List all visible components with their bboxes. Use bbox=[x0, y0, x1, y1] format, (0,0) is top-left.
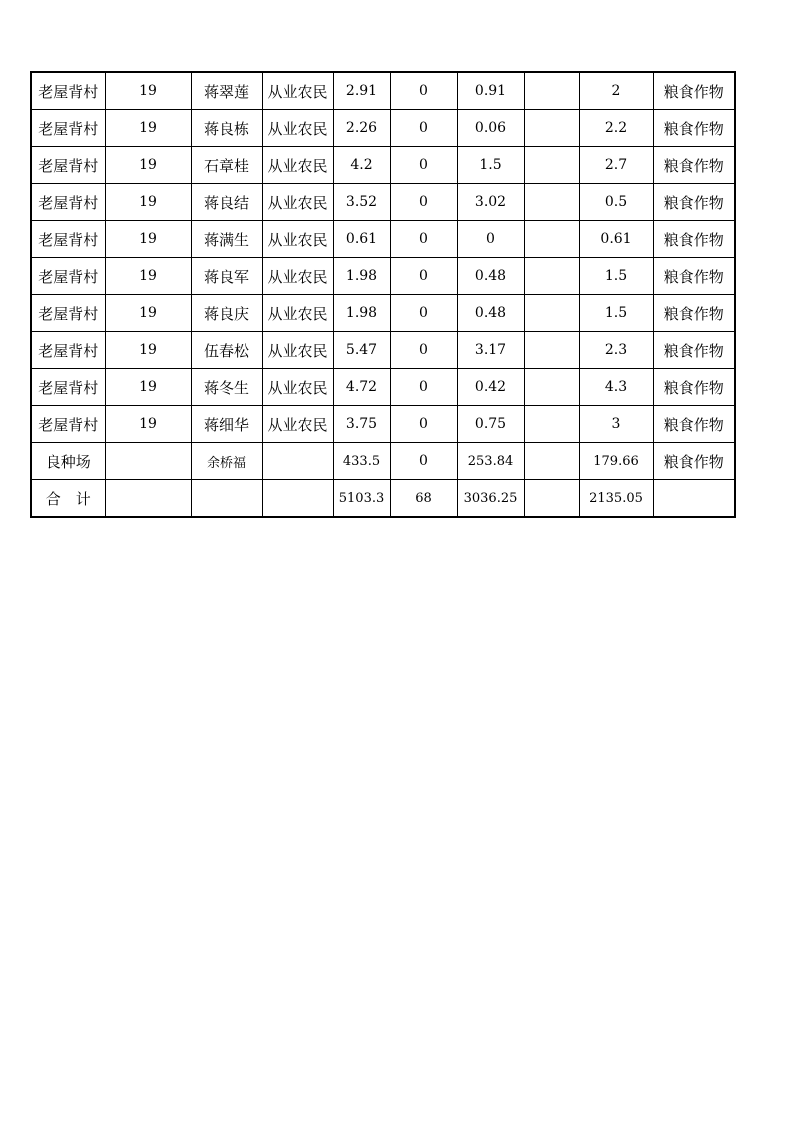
value1-cell: 4.2 bbox=[333, 147, 390, 184]
group-cell: 19 bbox=[105, 258, 191, 295]
value2-cell: 0 bbox=[390, 295, 457, 332]
value1-cell: 3.75 bbox=[333, 406, 390, 443]
value5-cell: 2 bbox=[579, 72, 653, 110]
occupation-cell: 从业农民 bbox=[262, 295, 333, 332]
value3-cell: 253.84 bbox=[457, 443, 524, 480]
village-cell: 老屋背村 bbox=[31, 110, 105, 147]
village-cell: 老屋背村 bbox=[31, 72, 105, 110]
occupation-cell: 从业农民 bbox=[262, 72, 333, 110]
value4-cell bbox=[524, 443, 579, 480]
value5-cell: 179.66 bbox=[579, 443, 653, 480]
occupation-cell: 从业农民 bbox=[262, 221, 333, 258]
group-cell: 19 bbox=[105, 295, 191, 332]
crop-cell: 粮食作物 bbox=[653, 147, 735, 184]
value1-cell: 3.52 bbox=[333, 184, 390, 221]
group-cell: 19 bbox=[105, 221, 191, 258]
total-crop-cell bbox=[653, 480, 735, 518]
crop-cell: 粮食作物 bbox=[653, 369, 735, 406]
value2-cell: 0 bbox=[390, 258, 457, 295]
value2-cell: 0 bbox=[390, 221, 457, 258]
occupation-cell: 从业农民 bbox=[262, 369, 333, 406]
value3-cell: 0.42 bbox=[457, 369, 524, 406]
table-row bbox=[31, 221, 735, 258]
name-cell: 蒋满生 bbox=[191, 221, 262, 258]
seed-farm-row bbox=[31, 443, 735, 480]
value4-cell bbox=[524, 406, 579, 443]
empty-cell bbox=[191, 480, 262, 518]
value4-cell bbox=[524, 147, 579, 184]
group-cell bbox=[105, 443, 191, 480]
village-cell: 老屋背村 bbox=[31, 221, 105, 258]
occupation-cell: 从业农民 bbox=[262, 147, 333, 184]
village-cell: 老屋背村 bbox=[31, 332, 105, 369]
value1-cell: 433.5 bbox=[333, 443, 390, 480]
value3-cell: 0.06 bbox=[457, 110, 524, 147]
name-cell: 蒋冬生 bbox=[191, 369, 262, 406]
value2-cell: 0 bbox=[390, 184, 457, 221]
value4-cell bbox=[524, 295, 579, 332]
value1-cell: 2.91 bbox=[333, 72, 390, 110]
table-row bbox=[31, 72, 735, 110]
value2-cell: 0 bbox=[390, 110, 457, 147]
occupation-cell: 从业农民 bbox=[262, 110, 333, 147]
value5-cell: 3 bbox=[579, 406, 653, 443]
village-cell: 老屋背村 bbox=[31, 406, 105, 443]
crop-cell: 粮食作物 bbox=[653, 72, 735, 110]
empty-cell bbox=[105, 480, 191, 518]
value4-cell bbox=[524, 184, 579, 221]
value4-cell bbox=[524, 221, 579, 258]
empty-cell bbox=[262, 480, 333, 518]
name-cell: 伍春松 bbox=[191, 332, 262, 369]
occupation-cell: 从业农民 bbox=[262, 406, 333, 443]
value1-cell: 4.72 bbox=[333, 369, 390, 406]
table-row bbox=[31, 147, 735, 184]
occupation-cell: 从业农民 bbox=[262, 258, 333, 295]
value3-cell: 1.5 bbox=[457, 147, 524, 184]
value2-cell: 0 bbox=[390, 72, 457, 110]
group-cell: 19 bbox=[105, 406, 191, 443]
value3-cell: 0.48 bbox=[457, 258, 524, 295]
crop-cell: 粮食作物 bbox=[653, 332, 735, 369]
crop-cell: 粮食作物 bbox=[653, 295, 735, 332]
name-cell: 蒋良栋 bbox=[191, 110, 262, 147]
value5-cell: 2.7 bbox=[579, 147, 653, 184]
value4-cell bbox=[524, 72, 579, 110]
value5-cell: 1.5 bbox=[579, 258, 653, 295]
name-cell: 石章桂 bbox=[191, 147, 262, 184]
village-cell: 老屋背村 bbox=[31, 147, 105, 184]
table-row bbox=[31, 110, 735, 147]
value3-cell: 0.75 bbox=[457, 406, 524, 443]
village-cell: 老屋背村 bbox=[31, 258, 105, 295]
name-cell: 蒋细华 bbox=[191, 406, 262, 443]
village-cell: 老屋背村 bbox=[31, 295, 105, 332]
village-cell: 老屋背村 bbox=[31, 184, 105, 221]
value5-cell: 0.61 bbox=[579, 221, 653, 258]
value1-cell: 1.98 bbox=[333, 295, 390, 332]
crop-cell: 粮食作物 bbox=[653, 443, 735, 480]
total-value2-cell: 68 bbox=[390, 480, 457, 518]
group-cell: 19 bbox=[105, 184, 191, 221]
name-cell: 蒋翠莲 bbox=[191, 72, 262, 110]
crop-cell: 粮食作物 bbox=[653, 110, 735, 147]
value3-cell: 3.17 bbox=[457, 332, 524, 369]
table-row bbox=[31, 295, 735, 332]
group-cell: 19 bbox=[105, 147, 191, 184]
table-row bbox=[31, 258, 735, 295]
value2-cell: 0 bbox=[390, 369, 457, 406]
crop-cell: 粮食作物 bbox=[653, 406, 735, 443]
crop-cell: 粮食作物 bbox=[653, 184, 735, 221]
value3-cell: 3.02 bbox=[457, 184, 524, 221]
value2-cell: 0 bbox=[390, 147, 457, 184]
group-cell: 19 bbox=[105, 369, 191, 406]
value5-cell: 4.3 bbox=[579, 369, 653, 406]
table-row bbox=[31, 332, 735, 369]
crop-ledger-table bbox=[30, 71, 736, 518]
value4-cell bbox=[524, 110, 579, 147]
group-cell: 19 bbox=[105, 72, 191, 110]
total-value5-cell: 2135.05 bbox=[579, 480, 653, 518]
name-cell: 蒋良军 bbox=[191, 258, 262, 295]
value1-cell: 1.98 bbox=[333, 258, 390, 295]
value5-cell: 2.3 bbox=[579, 332, 653, 369]
value4-cell bbox=[524, 369, 579, 406]
value5-cell: 0.5 bbox=[579, 184, 653, 221]
name-cell: 蒋良庆 bbox=[191, 295, 262, 332]
value5-cell: 2.2 bbox=[579, 110, 653, 147]
total-value4-cell bbox=[524, 480, 579, 518]
value2-cell: 0 bbox=[390, 332, 457, 369]
crop-cell: 粮食作物 bbox=[653, 258, 735, 295]
total-value1-cell: 5103.3 bbox=[333, 480, 390, 518]
name-cell: 蒋良结 bbox=[191, 184, 262, 221]
total-row bbox=[31, 480, 735, 518]
group-cell: 19 bbox=[105, 110, 191, 147]
table-row bbox=[31, 184, 735, 221]
village-cell: 良种场 bbox=[31, 443, 105, 480]
village-cell: 老屋背村 bbox=[31, 369, 105, 406]
table-row bbox=[31, 369, 735, 406]
value1-cell: 5.47 bbox=[333, 332, 390, 369]
occupation-cell: 从业农民 bbox=[262, 184, 333, 221]
name-cell: 余桥福 bbox=[191, 443, 262, 480]
value1-cell: 2.26 bbox=[333, 110, 390, 147]
ledger-body bbox=[31, 72, 735, 517]
value3-cell: 0 bbox=[457, 221, 524, 258]
total-label-cell: 合 计 bbox=[31, 480, 105, 518]
value1-cell: 0.61 bbox=[333, 221, 390, 258]
value2-cell: 0 bbox=[390, 443, 457, 480]
total-value3-cell: 3036.25 bbox=[457, 480, 524, 518]
group-cell: 19 bbox=[105, 332, 191, 369]
value5-cell: 1.5 bbox=[579, 295, 653, 332]
crop-cell: 粮食作物 bbox=[653, 221, 735, 258]
occupation-cell bbox=[262, 443, 333, 480]
value3-cell: 0.91 bbox=[457, 72, 524, 110]
value4-cell bbox=[524, 332, 579, 369]
occupation-cell: 从业农民 bbox=[262, 332, 333, 369]
table-row bbox=[31, 406, 735, 443]
value2-cell: 0 bbox=[390, 406, 457, 443]
value4-cell bbox=[524, 258, 579, 295]
value3-cell: 0.48 bbox=[457, 295, 524, 332]
